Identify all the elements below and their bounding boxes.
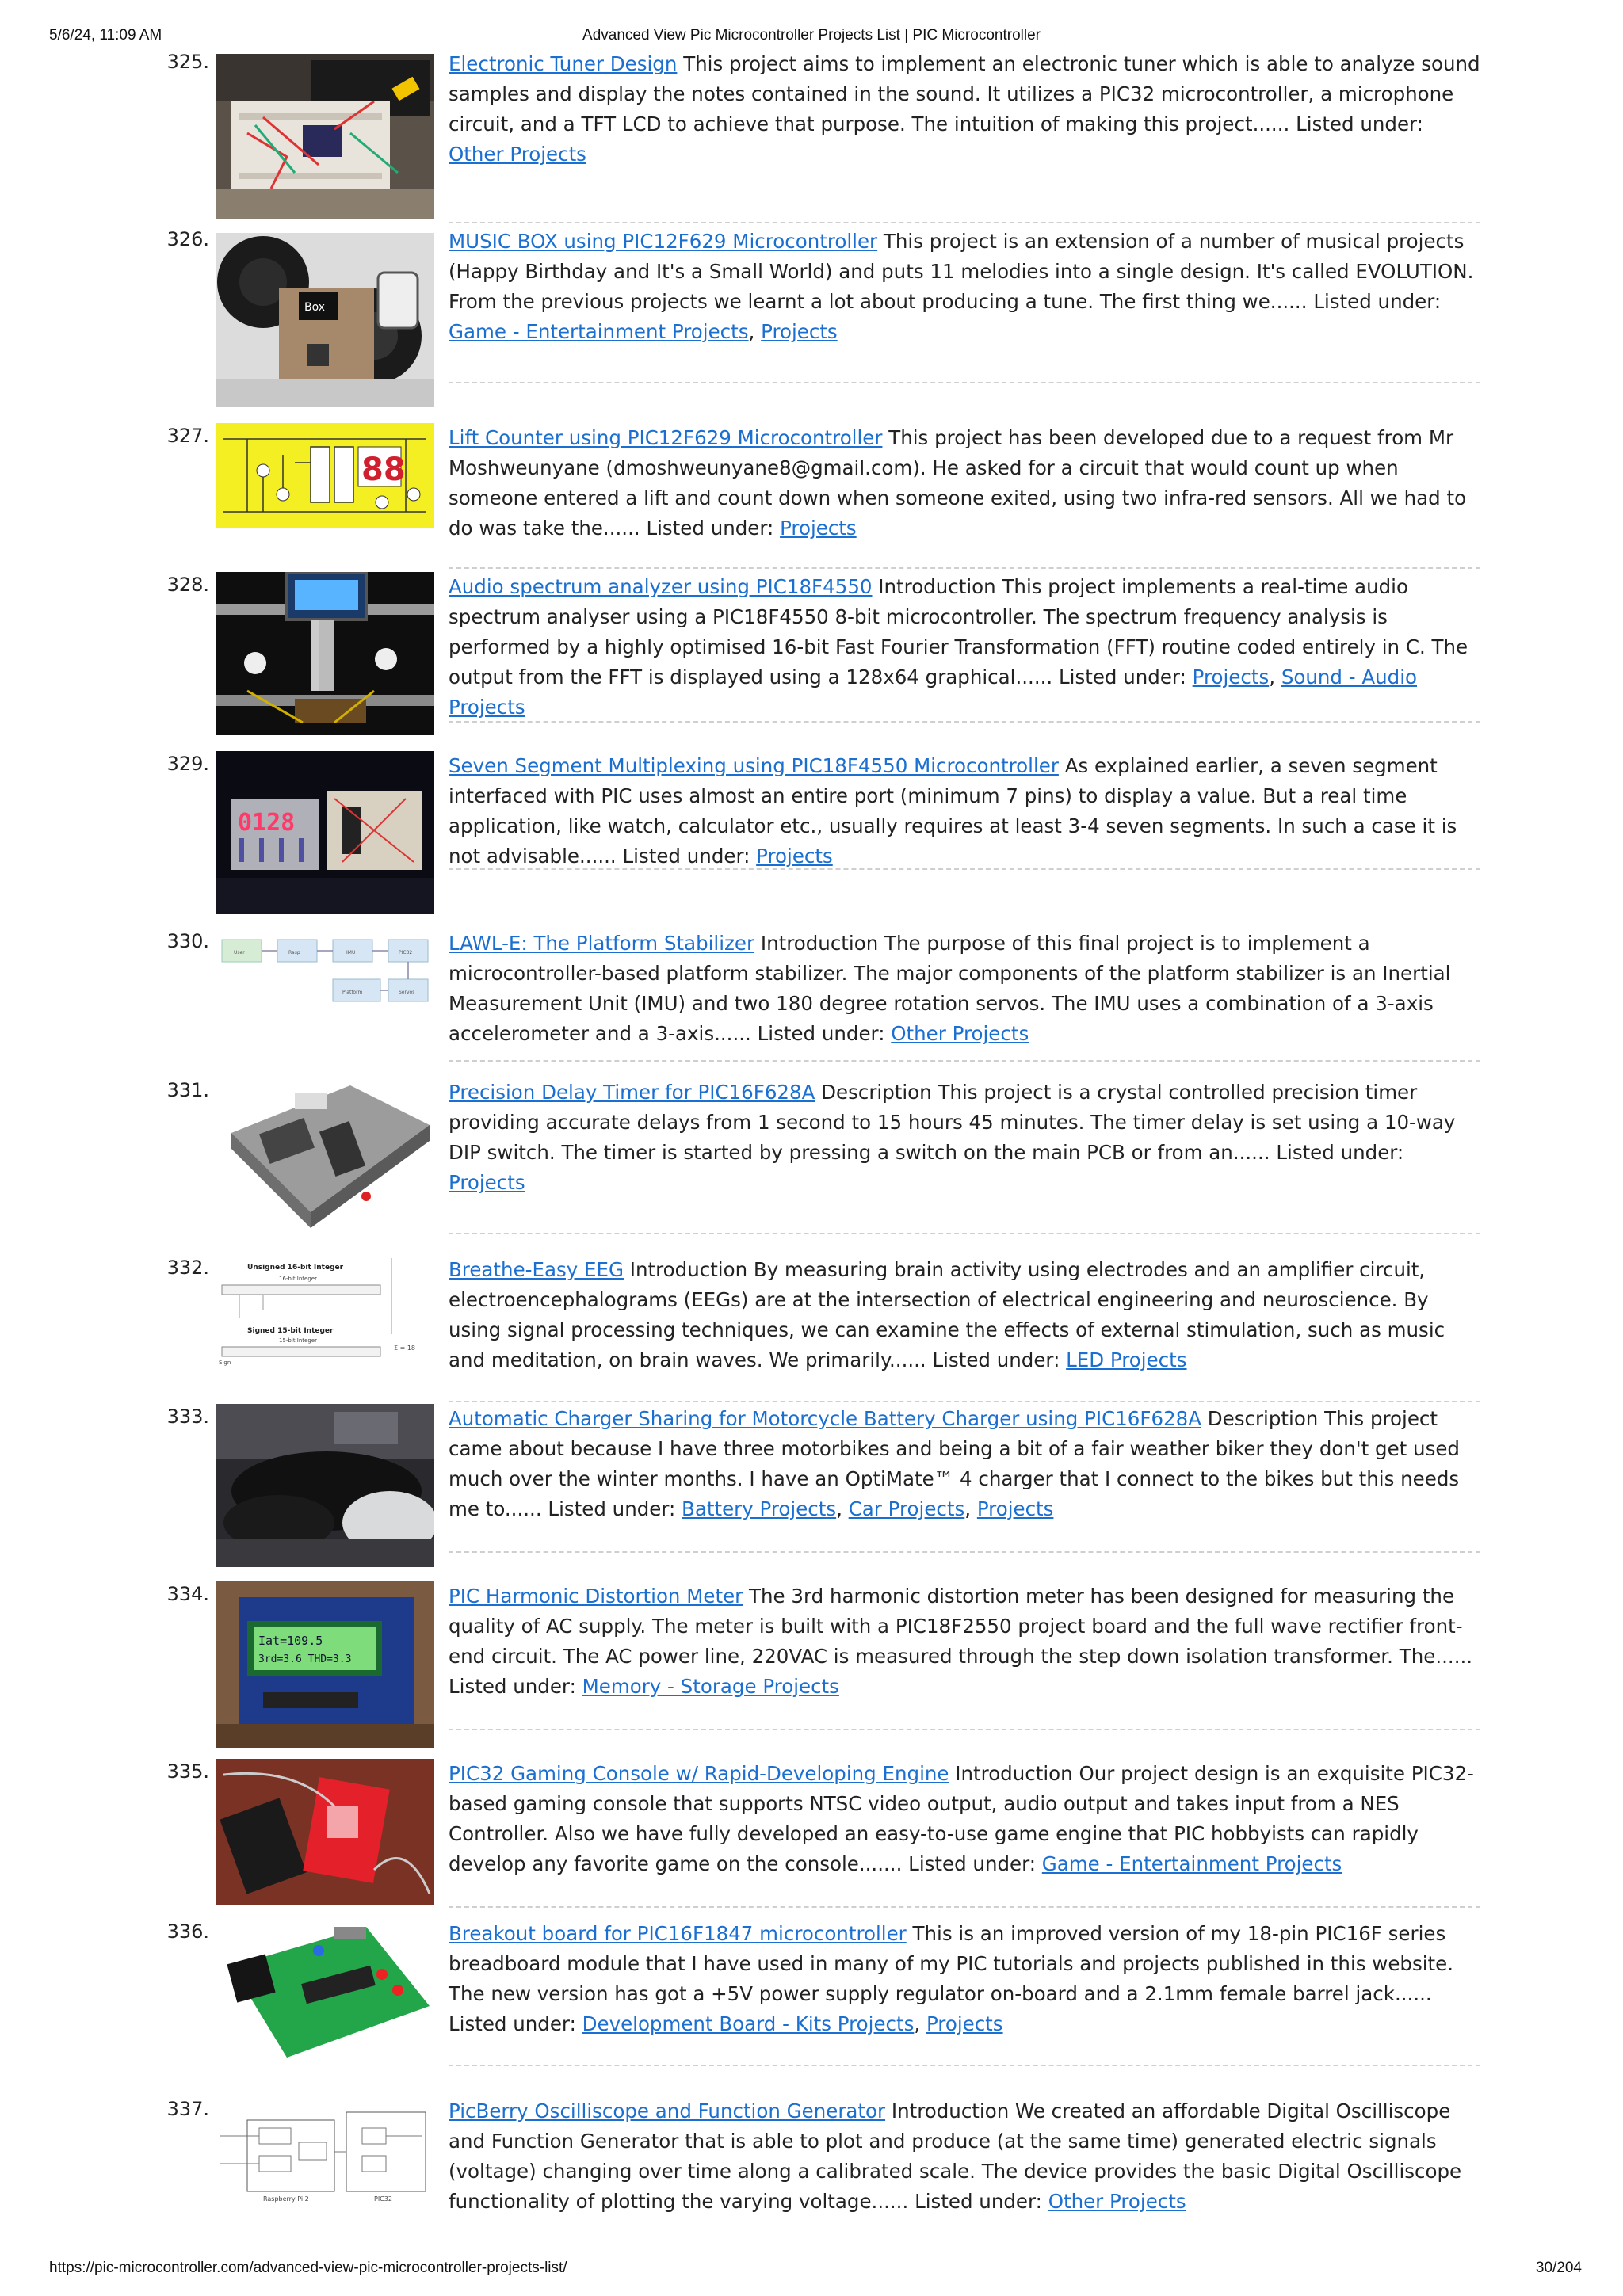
project-thumbnail[interactable] [216, 233, 434, 407]
project-title-link[interactable]: Seven Segment Multiplexing using PIC18F4550 Microcontroller [449, 754, 1059, 777]
entry-text: MUSIC BOX using PIC12F629 Microcontroller This project is an extension of a number of musical projects (Happy Birthday and It's a Small World) and puts 11 melodies into a single design. It's called EVOLUTION. From the previous projects we learnt a lot about producing a tune. The first thing we...... Listed under: Game - Entertainment Projects, Projects [449, 230, 1474, 343]
listed-under-label: Listed under: [449, 2012, 576, 2035]
listed-under-label: Listed under: [1296, 113, 1423, 135]
entry-description: Introduction The purpose of this final project is to implement a microcontroller-based platform stabilizer. The major components of the platform stabilizer is an Inertial Measurement Unit (IMU) and two 180 degree rotation servos. The IMU uses a combination of a 3-axis accelerometer and a 3-axis...... [449, 932, 1451, 1045]
entry-number: 325. [166, 51, 209, 73]
project-thumbnail[interactable] [216, 1581, 434, 1748]
entry-description: This project is an extension of a number of musical projects (Happy Birthday and It's a Small World) and puts 11 melodies into a single design. It's called EVOLUTION. From the previous projects we learnt a lot about producing a tune. The first thing we...... [449, 230, 1474, 313]
diagram-label: Σ = 18 [394, 1344, 416, 1352]
print-datetime: 5/6/24, 11:09 AM [49, 27, 162, 44]
entry-description: Description This project came about because I have three motorbikes and being a bit of a fair weather biker they don't get used much over the winter months. I have an OptiMate™ 4 charger that I connect to the bikes but this needs me to...... [449, 1407, 1460, 1520]
entry-divider [449, 1729, 1480, 1730]
music-box-pcb-photo [216, 233, 434, 407]
listed-under-label: Listed under: [449, 1675, 576, 1698]
category-link[interactable]: Other Projects [1048, 2190, 1186, 2213]
project-title-link[interactable]: PIC Harmonic Distortion Meter [449, 1585, 743, 1608]
diagram-label: PIC32 [399, 950, 413, 955]
category-link[interactable]: Car Projects [848, 1497, 965, 1520]
entry-divider [449, 721, 1480, 723]
svg-text:Box: Box [304, 301, 326, 314]
project-title-link[interactable]: Lift Counter using PIC12F629 Microcontroller [449, 426, 883, 449]
project-thumbnail[interactable] [216, 572, 434, 735]
entry-divider [449, 1551, 1480, 1553]
category-link[interactable]: Projects [756, 845, 833, 868]
entry-description: This project aims to implement an electronic tuner which is able to analyze sound samples and display the notes contained in the sound. It utilizes a PIC32 microcontroller, a microphone circuit, and a TFT LCD to achieve that purpose. The intuition of making this project...... [449, 52, 1480, 135]
entry-description: Introduction This project implements a real-time audio spectrum analyser using a PIC18F4550 8-bit microcontroller. The spectrum frequency analysis is performed by a highly optimised 16-bit Fast Fourier Transformation (FFT) routine coded entirely in C. The output from the FFT is displayed using a 128x64 graphical...... [449, 575, 1468, 688]
entry-description: This is an improved version of my 18-pin PIC16F series breadboard module that I have used in many of my PIC tutorials and projects published in this website. The new version has got a +5V power supply regulator on-board and a 2.1mm female barrel jack...... [449, 1922, 1454, 2005]
category-link[interactable]: Development Board - Kits Projects [582, 2012, 915, 2035]
entry-description: This project has been developed due to a request from Mr Moshweunyane (dmoshweunyane8@gmail.com). He asked for a circuit that would count up when someone entered a lift and count down when someone exited, using two infra-red sensors. All we had to do was take the...... Listed [449, 426, 1467, 540]
listed-under-label: under: [710, 517, 774, 540]
category-link[interactable]: Battery Projects [682, 1497, 837, 1520]
entry-divider [449, 222, 1480, 223]
project-thumbnail[interactable] [216, 1759, 434, 1905]
project-thumbnail[interactable] [216, 1404, 434, 1567]
diagram-label: Raspberry Pi 2 [263, 2195, 309, 2203]
entry-text: Breakout board for PIC16F1847 microcontroller This is an improved version of my 18-pin PIC16F series breadboard module that I have used in many of my PIC tutorials and projects published in this website. The new version has got a +5V power supply regulator on-board and a 2.1mm female barrel jack...... Listed under: Development Board - Kits Projects, Projects [449, 1922, 1454, 2035]
diagram-label: User [234, 950, 245, 955]
project-title-link[interactable]: Audio spectrum analyzer using PIC18F4550 [449, 575, 873, 598]
listed-under-label: Listed under: [548, 1497, 676, 1520]
listed-under-label: Listed under: [1313, 290, 1442, 313]
entry-description: Introduction We created an affordable Digital Oscilliscope and Function Generator that is able to plot and produce (at the same time) generated electric signals (voltage) changing over time along a calibrated scale. The device provides the basic Digital Oscilliscope functionality of plotting the varying voltage...... [449, 2100, 1462, 2213]
category-link[interactable]: Projects [976, 1497, 1054, 1520]
project-title-link[interactable]: MUSIC BOX using PIC12F629 Microcontroller [449, 230, 878, 253]
entry-number: 335. [166, 1760, 209, 1783]
entry-divider [449, 382, 1480, 383]
diagram-label: Platform [342, 990, 363, 995]
entry-number: 327. [166, 425, 209, 447]
diagram-label: Signed 15-bit Integer [247, 1327, 334, 1335]
diagram-label: Rasp [288, 950, 300, 955]
category-link[interactable]: Projects [780, 517, 857, 540]
entry-divider [449, 1060, 1480, 1062]
page-number: 30/204 [1535, 2260, 1582, 2276]
diagram-label: Unsigned 16-bit Integer [247, 1264, 344, 1272]
entry-text [449, 1255, 1480, 1375]
entry-number: 326. [166, 228, 209, 250]
entry-number: 329. [166, 753, 209, 775]
project-title-link[interactable]: PIC32 Gaming Console w/ Rapid-Developing Engine [449, 1762, 949, 1785]
entry-divider [449, 2065, 1480, 2066]
diagram-label: IMU [346, 950, 356, 955]
motorcycle-photo [216, 1404, 434, 1567]
lcd-line-1: Iat=109.5 [258, 1634, 323, 1648]
diagram-label: Sign [219, 1360, 231, 1366]
page-url: https://pic-microcontroller.com/advanced-view-pic-microcontroller-projects-list/ [49, 2260, 567, 2276]
lcd-meter-photo [216, 1581, 434, 1748]
category-link[interactable]: LED Projects [1066, 1348, 1187, 1371]
entry-number: 333. [166, 1405, 209, 1428]
category-link[interactable]: Other Projects [891, 1022, 1029, 1045]
entry-text [449, 751, 1480, 871]
listed-under-label: Listed under: [915, 2190, 1042, 2213]
lcd-line-2: 3rd=3.6 THD=3.3 [258, 1653, 352, 1665]
project-thumbnail[interactable] [216, 1255, 434, 1366]
category-link[interactable]: Other Projects [449, 143, 586, 166]
entry-text: Audio spectrum analyzer using PIC18F4550 Introduction This project implements a real-time audio spectrum analyser using a PIC18F4550 8-bit microcontroller. The spectrum frequency analysis is performed by a highly optimised 16-bit Fast Fourier Transformation (FFT) routine coded entirely in C. The output from the FFT is displayed using a 128x64 graphical...... Listed under: Projects, Sound - Audio Projects [449, 575, 1468, 719]
listed-under-label: Listed under: [908, 1852, 1036, 1875]
entry-text [449, 1759, 1480, 1879]
category-link[interactable]: Projects [1192, 666, 1270, 688]
entry-text [449, 1581, 1480, 1702]
entry-number: 332. [166, 1257, 209, 1279]
project-title-link[interactable]: Electronic Tuner Design [449, 52, 678, 75]
stabilizer-block-diagram [216, 932, 434, 1019]
category-link[interactable]: Memory - Storage Projects [582, 1675, 839, 1698]
entry-divider [449, 1401, 1480, 1402]
seven-segment-digits: 0128 [238, 809, 296, 837]
listed-under-label: Listed under: [1276, 1141, 1404, 1164]
project-thumbnail[interactable] [216, 751, 434, 914]
entry-number: 330. [166, 930, 209, 952]
entry-text [449, 929, 1480, 1049]
entry-number: 336. [166, 1920, 209, 1943]
spectrum-analyzer-photo [216, 572, 434, 735]
print-footer [0, 2260, 1623, 2283]
entry-text [449, 49, 1480, 170]
project-title-link[interactable]: Breakout board for PIC16F1847 microcontroller [449, 1922, 907, 1945]
integer-format-diagram [216, 1255, 434, 1366]
listed-under-label: Listed under: [622, 845, 750, 868]
gaming-console-photo [216, 1759, 434, 1905]
entry-description: Description This project is a crystal controlled precision timer providing accurate delays from 1 second to 15 hours 45 minutes. The timer delay is set using a 10-way DIP switch. The timer is started by pressing a switch on the main PCB or from an...... [449, 1081, 1456, 1164]
picberry-block-diagram [216, 2096, 434, 2209]
entry-number: 331. [166, 1079, 209, 1101]
project-thumbnail[interactable] [216, 423, 434, 528]
listed-under-label: Listed under: [757, 1022, 885, 1045]
page-title: Advanced View Pic Microcontroller Projects List | PIC Microcontroller [582, 27, 1041, 44]
category-link[interactable]: Projects [761, 320, 838, 343]
diagram-label: 15-bit Integer [279, 1337, 317, 1344]
entry-description: Introduction By measuring brain activity using electrodes and an amplifier circuit, electroencephalograms (EEGs) are at the intersection of electrical engineering and neuroscience. By using signal processing techniques, we can examine the effects of external stimulation, such as music and meditation, on brain waves. We primarily...... [449, 1258, 1445, 1371]
entry-divider [449, 567, 1480, 569]
entry-description: Introduction Our project design is an exquisite PIC32-based gaming console that supports NTSC video output, audio output and takes input from a NES Controller. Also we have fully developed an easy-to-use game engine that PIC hobbyists can rapidly develop any favorite game on the console....... [449, 1762, 1474, 1875]
entry-divider [449, 1906, 1480, 1908]
project-thumbnail[interactable] [216, 1919, 434, 2061]
entry-number: 337. [166, 2098, 209, 2120]
entry-description: As explained earlier, a seven segment interfaced with PIC uses almost an entire port (minimum 7 pins) to display a value. But a real time application, like watch, calculator etc., usually requires at least 3-4 seven segments. In such a case it is not advisable...... [449, 754, 1457, 868]
entry-description: The 3rd harmonic distortion meter has been designed for measuring the quality of AC supply. The meter is built with a PIC18F2550 project board and the full wave rectifier front-end circuit. The AC power line, 220VAC is measured through the step down isolation transformer. The...... [449, 1585, 1473, 1668]
project-title-link[interactable]: Precision Delay Timer for PIC16F628A [449, 1081, 815, 1104]
breadboard-tuner-photo [216, 54, 434, 219]
category-link[interactable]: Projects [926, 2012, 1003, 2035]
project-thumbnail[interactable] [216, 54, 434, 219]
project-thumbnail[interactable] [216, 1077, 434, 1233]
diagram-label: 16-bit Integer [279, 1276, 317, 1282]
project-title-link[interactable]: LAWL-E: The Platform Stabilizer [449, 932, 755, 955]
lift-counter-schematic [216, 423, 434, 528]
project-title-link[interactable]: Breathe-Easy EEG [449, 1258, 624, 1281]
project-title-link[interactable]: PicBerry Oscilliscope and Function Generator [449, 2100, 886, 2122]
diagram-label: PIC32 [374, 2195, 392, 2203]
delay-timer-pcb-photo [216, 1077, 434, 1233]
entry-text [449, 1077, 1480, 1198]
breakout-board-photo [216, 1919, 434, 2061]
entry-number: 328. [166, 574, 209, 596]
entry-text [449, 2096, 1480, 2217]
entry-text [449, 423, 1480, 543]
category-link[interactable]: Sound - Audio Projects [449, 666, 1418, 719]
entry-divider [449, 1233, 1480, 1234]
category-link[interactable]: Projects [449, 1171, 525, 1194]
lift-display-digits: 88 [361, 452, 406, 488]
entry-divider [449, 868, 1480, 870]
category-link[interactable]: Game - Entertainment Projects [1041, 1852, 1342, 1875]
seven-segment-photo [216, 751, 434, 914]
project-thumbnail[interactable] [216, 2096, 434, 2209]
listed-under-label: Listed under: [932, 1348, 1060, 1371]
entry-text: Automatic Charger Sharing for Motorcycle Battery Charger using PIC16F628A Description This project came about because I have three motorbikes and being a bit of a fair weather biker they don't get used much over the winter months. I have an OptiMate™ 4 charger that I connect to the bikes but this needs me to...... Listed under: Battery Projects, Car Projects, Projects [449, 1407, 1460, 1520]
entry-number: 334. [166, 1583, 209, 1605]
category-link[interactable]: Game - Entertainment Projects [449, 320, 749, 343]
project-thumbnail[interactable] [216, 932, 434, 1019]
project-title-link[interactable]: Automatic Charger Sharing for Motorcycle Battery Charger using PIC16F628A [449, 1407, 1201, 1430]
diagram-label: Servos [399, 990, 415, 995]
listed-under-label: Listed under: [1059, 666, 1186, 688]
